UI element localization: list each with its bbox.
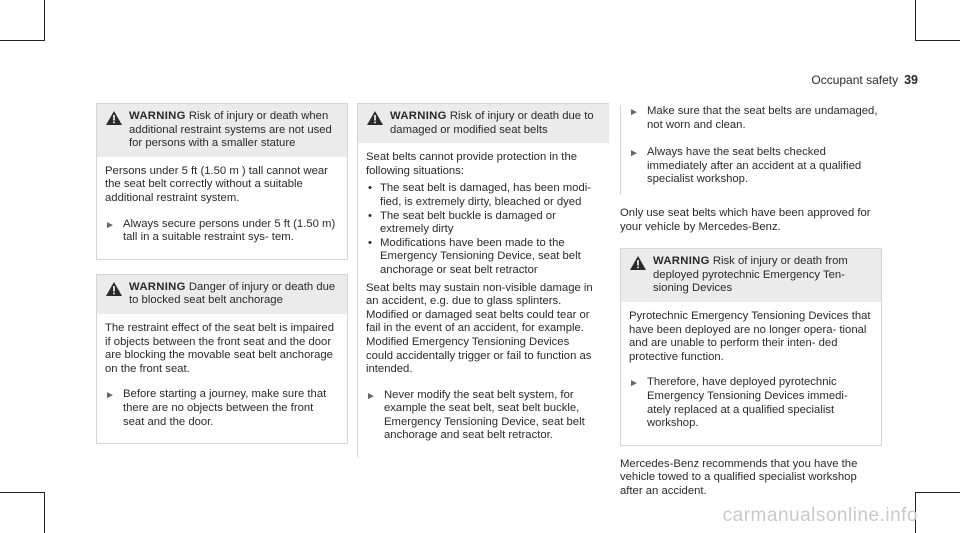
step-arrow-icon: ►	[366, 390, 376, 402]
section-title: Occupant safety	[811, 73, 899, 87]
warning-box	[620, 248, 882, 446]
continued-warning	[620, 105, 882, 195]
list-item: • The seat belt buckle is damaged or extremely dirty	[366, 210, 599, 237]
warning-paragraph: Modified or damaged seat belts could tear or fail in the event of an accident, for example.	[366, 308, 590, 335]
step-arrow-icon: ►	[629, 107, 639, 118]
warning-body	[97, 314, 347, 443]
instruction-step	[629, 376, 871, 436]
step-arrow-icon: ►	[105, 390, 115, 402]
warning-label: WARNING	[129, 110, 186, 122]
warning-box	[96, 274, 348, 444]
middle-column	[357, 103, 609, 457]
step-arrow-icon: ►	[629, 378, 639, 390]
warning-paragraph: Seat belts may sustain non-visible damage in an accident, e.g. due to glass splinters.	[366, 281, 593, 308]
warning-header	[97, 275, 347, 314]
crop-mark	[916, 492, 960, 493]
left-column	[96, 103, 348, 444]
page-number: 39	[904, 73, 918, 87]
right-column	[620, 103, 882, 498]
warning-title: Risk of injury or death when additional restraint systems are not used for persons with a smaller stature	[129, 110, 332, 150]
warning-header	[358, 104, 609, 143]
step-arrow-icon: ►	[629, 148, 639, 160]
instruction-step	[629, 105, 882, 138]
step-text: Make sure that the seat belts are undamaged, not worn and clean.	[647, 105, 878, 131]
warning-title: Danger of injury or death due to blocked seat belt anchorage	[129, 280, 336, 307]
crop-mark	[916, 40, 960, 41]
instruction-step	[629, 146, 882, 193]
warning-box	[96, 103, 348, 260]
warning-body	[97, 157, 347, 259]
warning-text: The restraint effect of the seat belt is impaired if objects between the front seat and the door are blocking the movable seat belt anchorage on the front seat.	[105, 321, 334, 375]
crop-mark	[0, 492, 44, 493]
step-arrow-icon: ►	[105, 219, 115, 231]
warning-title: Risk of injury or death due to damaged or modified seat belts	[390, 110, 594, 136]
warning-icon	[630, 256, 646, 270]
instruction-step	[105, 388, 337, 435]
warning-body	[358, 143, 609, 457]
step-text: Therefore, have deployed pyrotechnic Emergency Tensioning Devices immedi‐ ately replaced at a qualified specialist workshop.	[647, 376, 848, 430]
warning-label: WARNING	[390, 110, 447, 122]
warning-icon	[106, 282, 122, 296]
warning-text: Pyrotechnic Emergency Tensioning Devices that have been deployed are no longer opera‐ tional and are unable to perform their inten‐ ded protective function.	[629, 309, 871, 363]
warning-header	[621, 249, 881, 302]
warning-icon	[106, 111, 122, 125]
crop-mark	[0, 40, 44, 41]
crop-mark	[44, 0, 45, 41]
watermark: carmanualsonline.info	[722, 505, 918, 526]
paragraph: Mercedes-Benz recommends that you have the vehicle towed to a qualified specialist workshop after an accident.	[620, 457, 858, 497]
step-text: Never modify the seat belt system, for example the seat belt, seat belt buckle, Emergency Tensioning Device, seat belt anchorage and seat belt retractor.	[384, 388, 585, 442]
warning-label: WARNING	[129, 280, 186, 293]
warning-text: Persons under 5 ft (1.50 m ) tall cannot wear the seat belt correctly without a suitable additional restraint system.	[105, 164, 328, 204]
crop-mark	[44, 492, 45, 533]
list-item: • The seat belt is damaged, has been modi‐ fied, is extremely dirty, bleached or dyed	[366, 182, 599, 209]
list-item: • Modifications have been made to the Emergency Tensioning Device, seat belt anchorage or seat belt retractor	[366, 237, 599, 278]
step-text: Always have the seat belts checked immediately after an accident at a qualified specialist workshop.	[647, 146, 862, 186]
crop-mark	[915, 0, 916, 41]
warning-body	[621, 302, 881, 445]
warning-title: Risk of injury or death from deployed pyrotechnic Emergency Ten‐ sioning Devices	[653, 255, 848, 295]
warning-paragraph: Modified Emergency Tensioning Devices could accidentally trigger or fail to function as intended.	[366, 335, 592, 376]
warning-intro: Seat belts cannot provide protection in the following situations:	[366, 151, 578, 177]
instruction-step	[366, 389, 599, 449]
step-text: Always secure persons under 5 ft (1.50 m) tall in a suitable restraint sys‐ tem.	[123, 217, 336, 244]
paragraph: Only use seat belts which have been approved for your vehicle by Mercedes-Benz.	[620, 206, 871, 233]
instruction-step	[105, 218, 337, 251]
warning-header	[97, 104, 347, 157]
warning-icon	[367, 111, 383, 125]
page-header	[811, 73, 918, 87]
bullet-list	[366, 182, 599, 277]
warning-box	[357, 103, 609, 457]
warning-label: WARNING	[653, 255, 710, 268]
step-text: Before starting a journey, make sure that there are no objects between the front seat and the door.	[123, 388, 327, 428]
